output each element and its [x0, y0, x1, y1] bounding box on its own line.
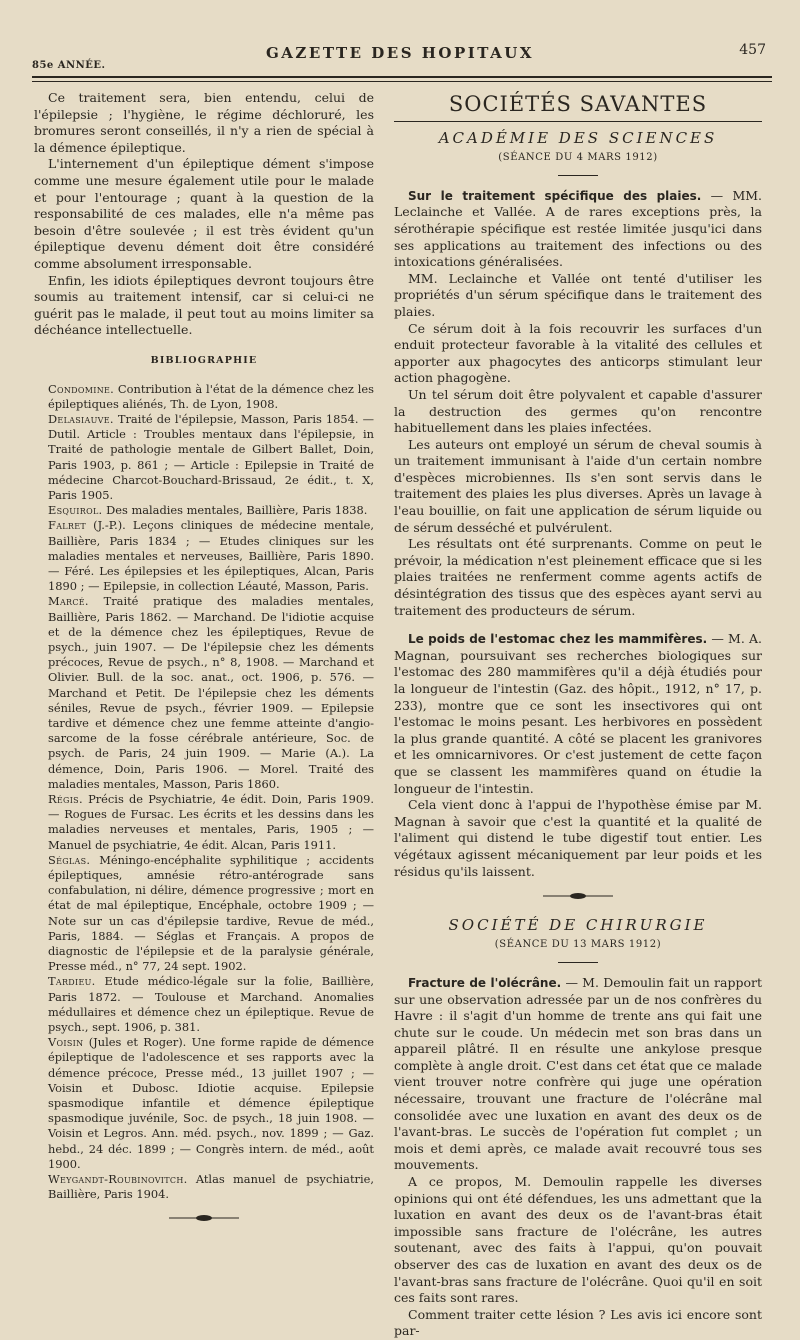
bibliography-entry: [34, 518, 374, 594]
bibliography-entry: [34, 853, 374, 975]
bib-author: Esquirol.: [48, 503, 103, 518]
paragraph: Cela vient donc à l'appui de l'hypothèse émise par M. Magnan à savoir que c'est la quantité et la qualité de l'aliment qui distend le tube digestif tout entier. Les végétaux agissent mécaniquement par leur poids et les résidus qu'ils laissent.: [394, 797, 762, 879]
bibliography-entry: [34, 503, 374, 518]
short-rule: [558, 962, 598, 963]
bibliography-entry: [34, 1172, 374, 1202]
paragraph: Un tel sérum doit être polyvalent et capable d'assurer la destruction des germes qu'on rencontre habituellement dans les plaies infectées.: [394, 386, 762, 436]
society-heading: SOCIÉTÉ DE CHIRURGIE: [448, 915, 708, 934]
bib-text: (J.-P.). Leçons cliniques de médecine mentale, Baillière, Paris 1834 ; — Etudes cliniques sur les maladies mentales et nerveuses, Baillière, Paris 1890. — Féré. Les épilepsies et les épileptiques, Alcan, Paris 1890 ; — Epilepsie, in collection Léauté, Masson, Paris.: [48, 518, 374, 594]
bibliography-title: BIBLIOGRAPHIE: [150, 354, 258, 366]
paragraph: [394, 975, 762, 1174]
short-rule: [558, 175, 598, 176]
bib-text: (Jules et Roger). Une forme rapide de démence épileptique de l'adolescence et ses rapports avec la démence précoce, Presse méd., 13 juillet 1907 ; — Voisin et Dubosc. Idiotie acquise. Epilepsie spasmodique infantile et démence épileptique spasmodique juvénile, Soc. de psych., 18 juin 1908. — Voisin et Legros. Ann. méd. psych., nov. 1899 ; — Gaz. hebd., 24 déc. 1899 ; — Congrès intern. de méd., août 1900.: [48, 1035, 374, 1171]
bib-author: Tardieu.: [48, 974, 96, 989]
bib-text: Contribution à l'état de la démence chez les épileptiques aliénés, Th. de Lyon, 1908.: [48, 381, 374, 411]
bibliography-list: [34, 382, 374, 1203]
bib-text: Etude médico-légale sur la folie, Baillière, Paris 1872. — Toulouse et Marchand. Anomalies médullaires et démence chez un épileptique. Revue de psych., sept. 1906, p. 381.: [48, 974, 374, 1035]
bib-author: Régis.: [48, 791, 83, 806]
paragraph: A ce propos, M. Demoulin rappelle les diverses opinions qui ont été défendues, les uns admettant que la luxation en avant des deux os de l'avant-bras était impossible sans fracture de l'olécrâne, les autres soutenant, avec des faits à l'appui, qu'on pouvait observer des cas de luxation en avant des deux os de l'avant-bras sans fracture de l'olécrâne. Quoi qu'il en soit ces faits sont rares.: [394, 1174, 762, 1306]
bibliography-entry: [34, 382, 374, 412]
session-date: (SÉANCE DU 13 MARS 1912): [494, 939, 662, 951]
header-rule-thin: [32, 81, 772, 82]
academy-heading: ACADÉMIE DES SCIENCES: [438, 128, 718, 147]
bibliography-entry: [34, 412, 374, 503]
paragraph: Ce sérum doit à la fois recouvrir les surfaces d'un enduit protecteur favorable à la vitalité des cellules et apporter aux phagocytes des anticorps stimulant leur action phagogène.: [394, 320, 762, 386]
bib-author: Marcé.: [48, 594, 89, 609]
bib-text: Traité pratique des maladies mentales, Baillière, Paris 1862. — Marchand. De l'idiotie acquise et de la démence chez les épileptiques, Revue de psych., juin 1907. — De l'épilepsie chez les déments précoces, Revue de psych., n° 8, 1908. — Marchand et Olivier. Bull. de la soc. anat., oct. 1906, p. 576. — Marchand et Petit. De l'épilepsie chez les déments séniles, Revue de psych., février 1909. — Epilepsie tardive et démence chez une femme atteinte d'angio-sarcome de la fosse cérébrale antérieure, Soc. de psych. de Paris, 24 juin 1909. — Marie (A.). La démence, Doin, Paris 1906. — Morel. Traité des maladies mentales, Masson, Paris 1860.: [48, 594, 375, 791]
bib-author: Delasiauve.: [48, 411, 114, 426]
paragraph: L'internement d'un épileptique dément s'impose comme une mesure également utile pour le malade et pour l'entourage ; quant à la question de la responsabilité de ces malades, elle n'a même pas besoin d'être soulevée ; il est très évident qu'un épileptique devenu dément doit être considéré comme absolument irresponsable.: [34, 156, 374, 271]
bib-author: Weygandt-Roubinovitch.: [48, 1172, 188, 1187]
paragraph: Ce traitement sera, bien entendu, celui de l'épilepsie ; l'hygiène, le régime déchloruré, les bromures seront conseillés, il n'y a rien de spécial à la démence épileptique.: [34, 90, 374, 155]
header-rule: [32, 76, 772, 78]
article-text: — M. A. Magnan, poursuivant ses recherches biologiques sur l'estomac des 280 mammifères qu'il a déjà étudiés pour la longueur de l'intestin (Gaz. des hôpit., 1912, n° 17, p. 233), montre que ce sont les insectivores qui ont l'estomac le moins pesant. Les herbivores en possèdent la plus grande quantité. A côté se placent les granivores et les omnicarnivores. Or c'est justement de cette façon que se classent les mammifères quand on étudie la longueur de l'intestin.: [394, 631, 762, 796]
paragraph: Enfin, les idiots épileptiques devront toujours être soumis au traitement intensif, car si celui-ci ne guérit pas le malade, il peut tout au moins limiter sa déchéance intellectuelle.: [34, 272, 374, 338]
paragraph: Comment traiter cette lésion ? Les avis ici encore sont par-: [394, 1306, 762, 1339]
bib-author: Condomine.: [48, 381, 115, 396]
paragraph: Les auteurs ont employé un sérum de cheval soumis à un traitement immunisant à l'aide d'un certain nombre d'espèces microbiennes. Ils s'en sont servis dans le traitement des plaies les plus diverses. Après un lavage à l'eau bouillie, on fait une application de sérum liquide ou de sérum desséché et pulvérulent.: [394, 436, 762, 535]
paragraph: [394, 631, 762, 797]
paragraph: Les résultats ont été surprenants. Comme on peut le prévoir, la médication n'est pleinement efficace que si les plaies traitées ne renferment comme agents actifs de désintégration des tissus que des espèces ayant servi au traitement des producteurs de sérum.: [394, 536, 762, 618]
bib-text: Atlas manuel de psychiatrie, Baillière, Paris 1904.: [48, 1172, 374, 1202]
article-heading: Sur le traitement spécifique des plaies.: [408, 188, 702, 203]
issue-number: 85e ANNÉE.: [32, 60, 106, 71]
divider-ornament: [34, 1212, 374, 1229]
article-heading: Le poids de l'estomac chez les mammifères.: [408, 632, 708, 647]
divider-ornament: [394, 890, 762, 907]
section-rule: [394, 121, 762, 122]
page-number: 457: [739, 42, 766, 58]
paragraph: MM. Leclainche et Vallée ont tenté d'utiliser les propriétés d'un sérum spécifique dans le traitement des plaies.: [394, 270, 762, 319]
section-title: SOCIÉTÉS SAVANTES: [448, 92, 708, 116]
bib-text: Des maladies mentales, Baillière, Paris 1838.: [106, 503, 368, 518]
bib-author: Séglas.: [48, 852, 91, 867]
session-date: (SÉANCE DU 4 MARS 1912): [498, 152, 658, 164]
bibliography-entry: [34, 594, 374, 792]
bib-text: Traité de l'épilepsie, Masson, Paris 1854. — Dutil. Article : Troubles mentaux dans l'épilepsie, in Traité de pathologie mentale de Gilbert Ballet, Doin, Paris 1903, p. 861 ; — Article : Epilepsie in Traité de médecine Charcot-Bouchard-Brissaud, 2e édit., t. X, Paris 1905.: [48, 411, 374, 502]
running-title: GAZETTE DES HOPITAUX: [265, 44, 534, 62]
bib-author: Falret: [48, 518, 86, 533]
bibliography-entry: [34, 974, 374, 1035]
bibliography-entry: [34, 1035, 374, 1172]
article-heading: Fracture de l'olécrâne.: [408, 975, 562, 990]
bib-author: Voisin: [48, 1035, 84, 1050]
bib-text: Précis de Psychiatrie, 4e édit. Doin, Paris 1909. — Rogues de Fursac. Les écrits et les dessins dans les maladies nerveuses et mentales, Paris, 1905 ; — Manuel de psychiatrie, 4e édit. Alcan, Paris 1911.: [48, 791, 374, 852]
article-text: — MM. Leclainche et Vallée. A de rares exceptions près, la sérothérapie spécifique est restée limitée jusqu'ici dans ses applications au traitement des infections ou des intoxications généralisées.: [394, 187, 763, 270]
right-column: [394, 90, 762, 1340]
paragraph: [394, 188, 762, 271]
bib-text: Méningo-encéphalite syphilitique ; accidents épileptiques, amnésie rétro-antérograde sans confabulation, ni délire, démence progressive ; mort en état de mal épileptique, Encéphale, octobre 1909 ; — Note sur un cas d'épilepsie tardive, Revue de méd., Paris, 1884. — Séglas et Français. A propos de diagnostic de l'épilepsie et de la paralysie générale, Presse méd., n° 77, 24 sept. 1902.: [48, 852, 374, 974]
article-text: — M. Demoulin fait un rapport sur une observation adressée par un de nos confrères du Havre : il s'agit d'un homme de trente ans qui fait une chute sur le coude. Un médecin met son bras dans un appareil plâtré. Il en résulte une ankylose presque complète à angle droit. C'est dans cet état que ce malade vient trouver notre confrère qui juge une opération nécessaire, trouvant une fracture de l'olécrâne mal consolidée avec une luxation en avant des deux os de l'avant-bras. Le succès de l'opération fut complet ; un mois et demi après, ce malade avait recouvré tous ses mouvements.: [394, 974, 762, 1173]
left-column: [34, 90, 374, 1239]
bibliography-entry: [34, 792, 374, 853]
